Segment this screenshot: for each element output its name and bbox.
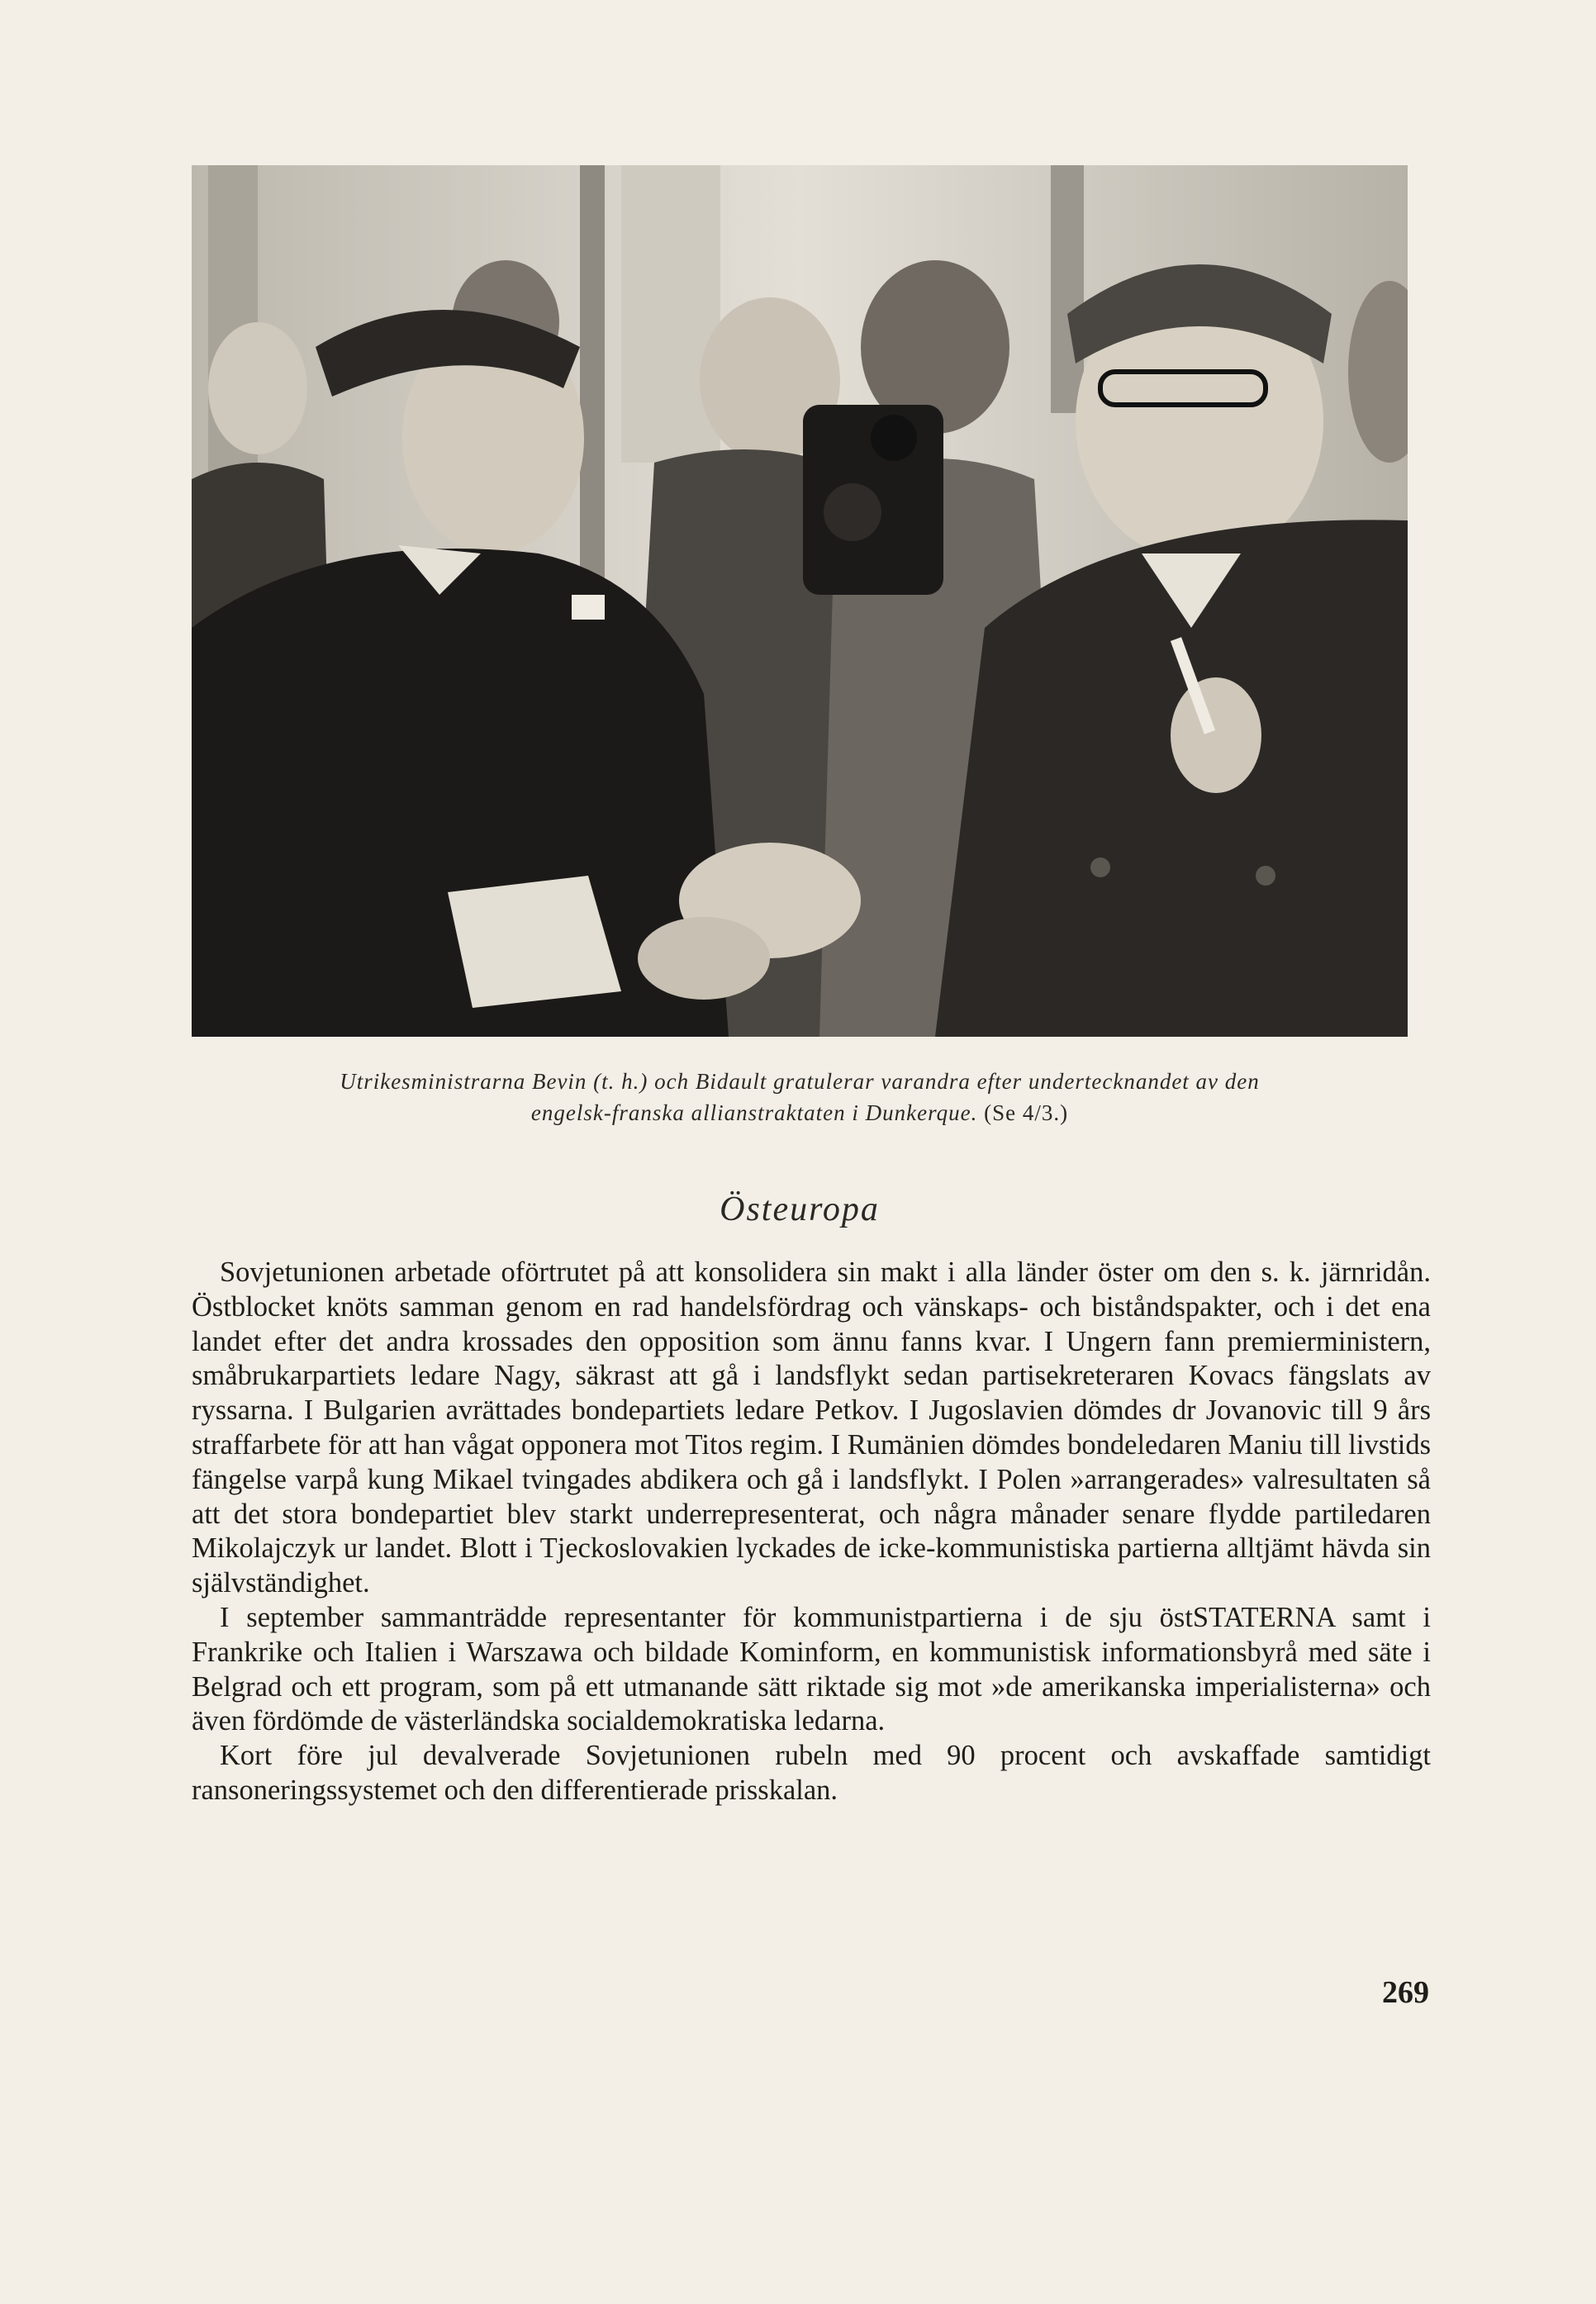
caption-line-2-text: engelsk-franska allianstraktaten i Dunkerque. [530,1100,978,1125]
caption-line-2 [192,1097,1408,1128]
press-photo [192,165,1408,1037]
paragraph-1: Sovjetunionen arbetade oförtrutet på att konsolidera sin makt i alla länder öster om den s. k. järnridån. Östblocket knöts samman genom en rad handelsfördrag och vänskaps- och biståndspakter, och i det ena landet efter det andra krossades den opposition som ännu fanns kvar. I Ungern fann premierministern, småbrukarpartiets ledare Nagy, säkrast att gå i landsflykt sedan partisekreteraren Kovacs fängslats av ryssarna. I Bulgarien avrättades bondepartiets ledare Petkov. I Jugoslavien dömdes dr Jovanovic till 9 års straffarbete för att han vågat opponera mot Titos regim. I Rumänien dömdes bondeledaren Maniu till livstids fängelse varpå kung Mikael tvingades abdikera och gå i landsflykt. I Polen »arrangerades» valresultaten så att det stora bondepartiet blev starkt underrepresenterat, och några månader senare flydde partiledaren Mikolajczyk ur landet. Blott i Tjeckoslovakien lyckades de icke-kommunistiska partierna alltjämt hävda sin självständighet. [192,1257,1431,1599]
handshake-photo-illustration [192,165,1408,1037]
paragraph-2: I september sammanträdde representanter för kommunistpartierna i de sju östSTATERNA samt i Frankrike och Italien i Warszawa och bildade Kominform, en kommunistisk informationsbyrå med säte i Belgrad och ett program, som på ett utmanande sätt riktade sig mot »de amerikanska imperialisterna» och även fördömde de västerländska socialdemokratiska ledarna. [192,1601,1431,1737]
page-number: 269 [1382,1975,1429,2010]
article-body [192,1256,1431,1808]
section-title: Östeuropa [720,1190,880,1228]
caption-reference: (Se 4/3.) [984,1100,1069,1125]
paragraph-3: Kort före jul devalverade Sovjetunionen rubeln med 90 procent och avskaffade samtidigt ransoneringssystemet och den differentierade prisskalan. [192,1740,1431,1806]
caption-line-1: Utrikesministrarna Bevin (t. h.) och Bidault gratulerar varandra efter undertecknandet av den [340,1069,1260,1094]
photo-caption [192,1066,1408,1128]
